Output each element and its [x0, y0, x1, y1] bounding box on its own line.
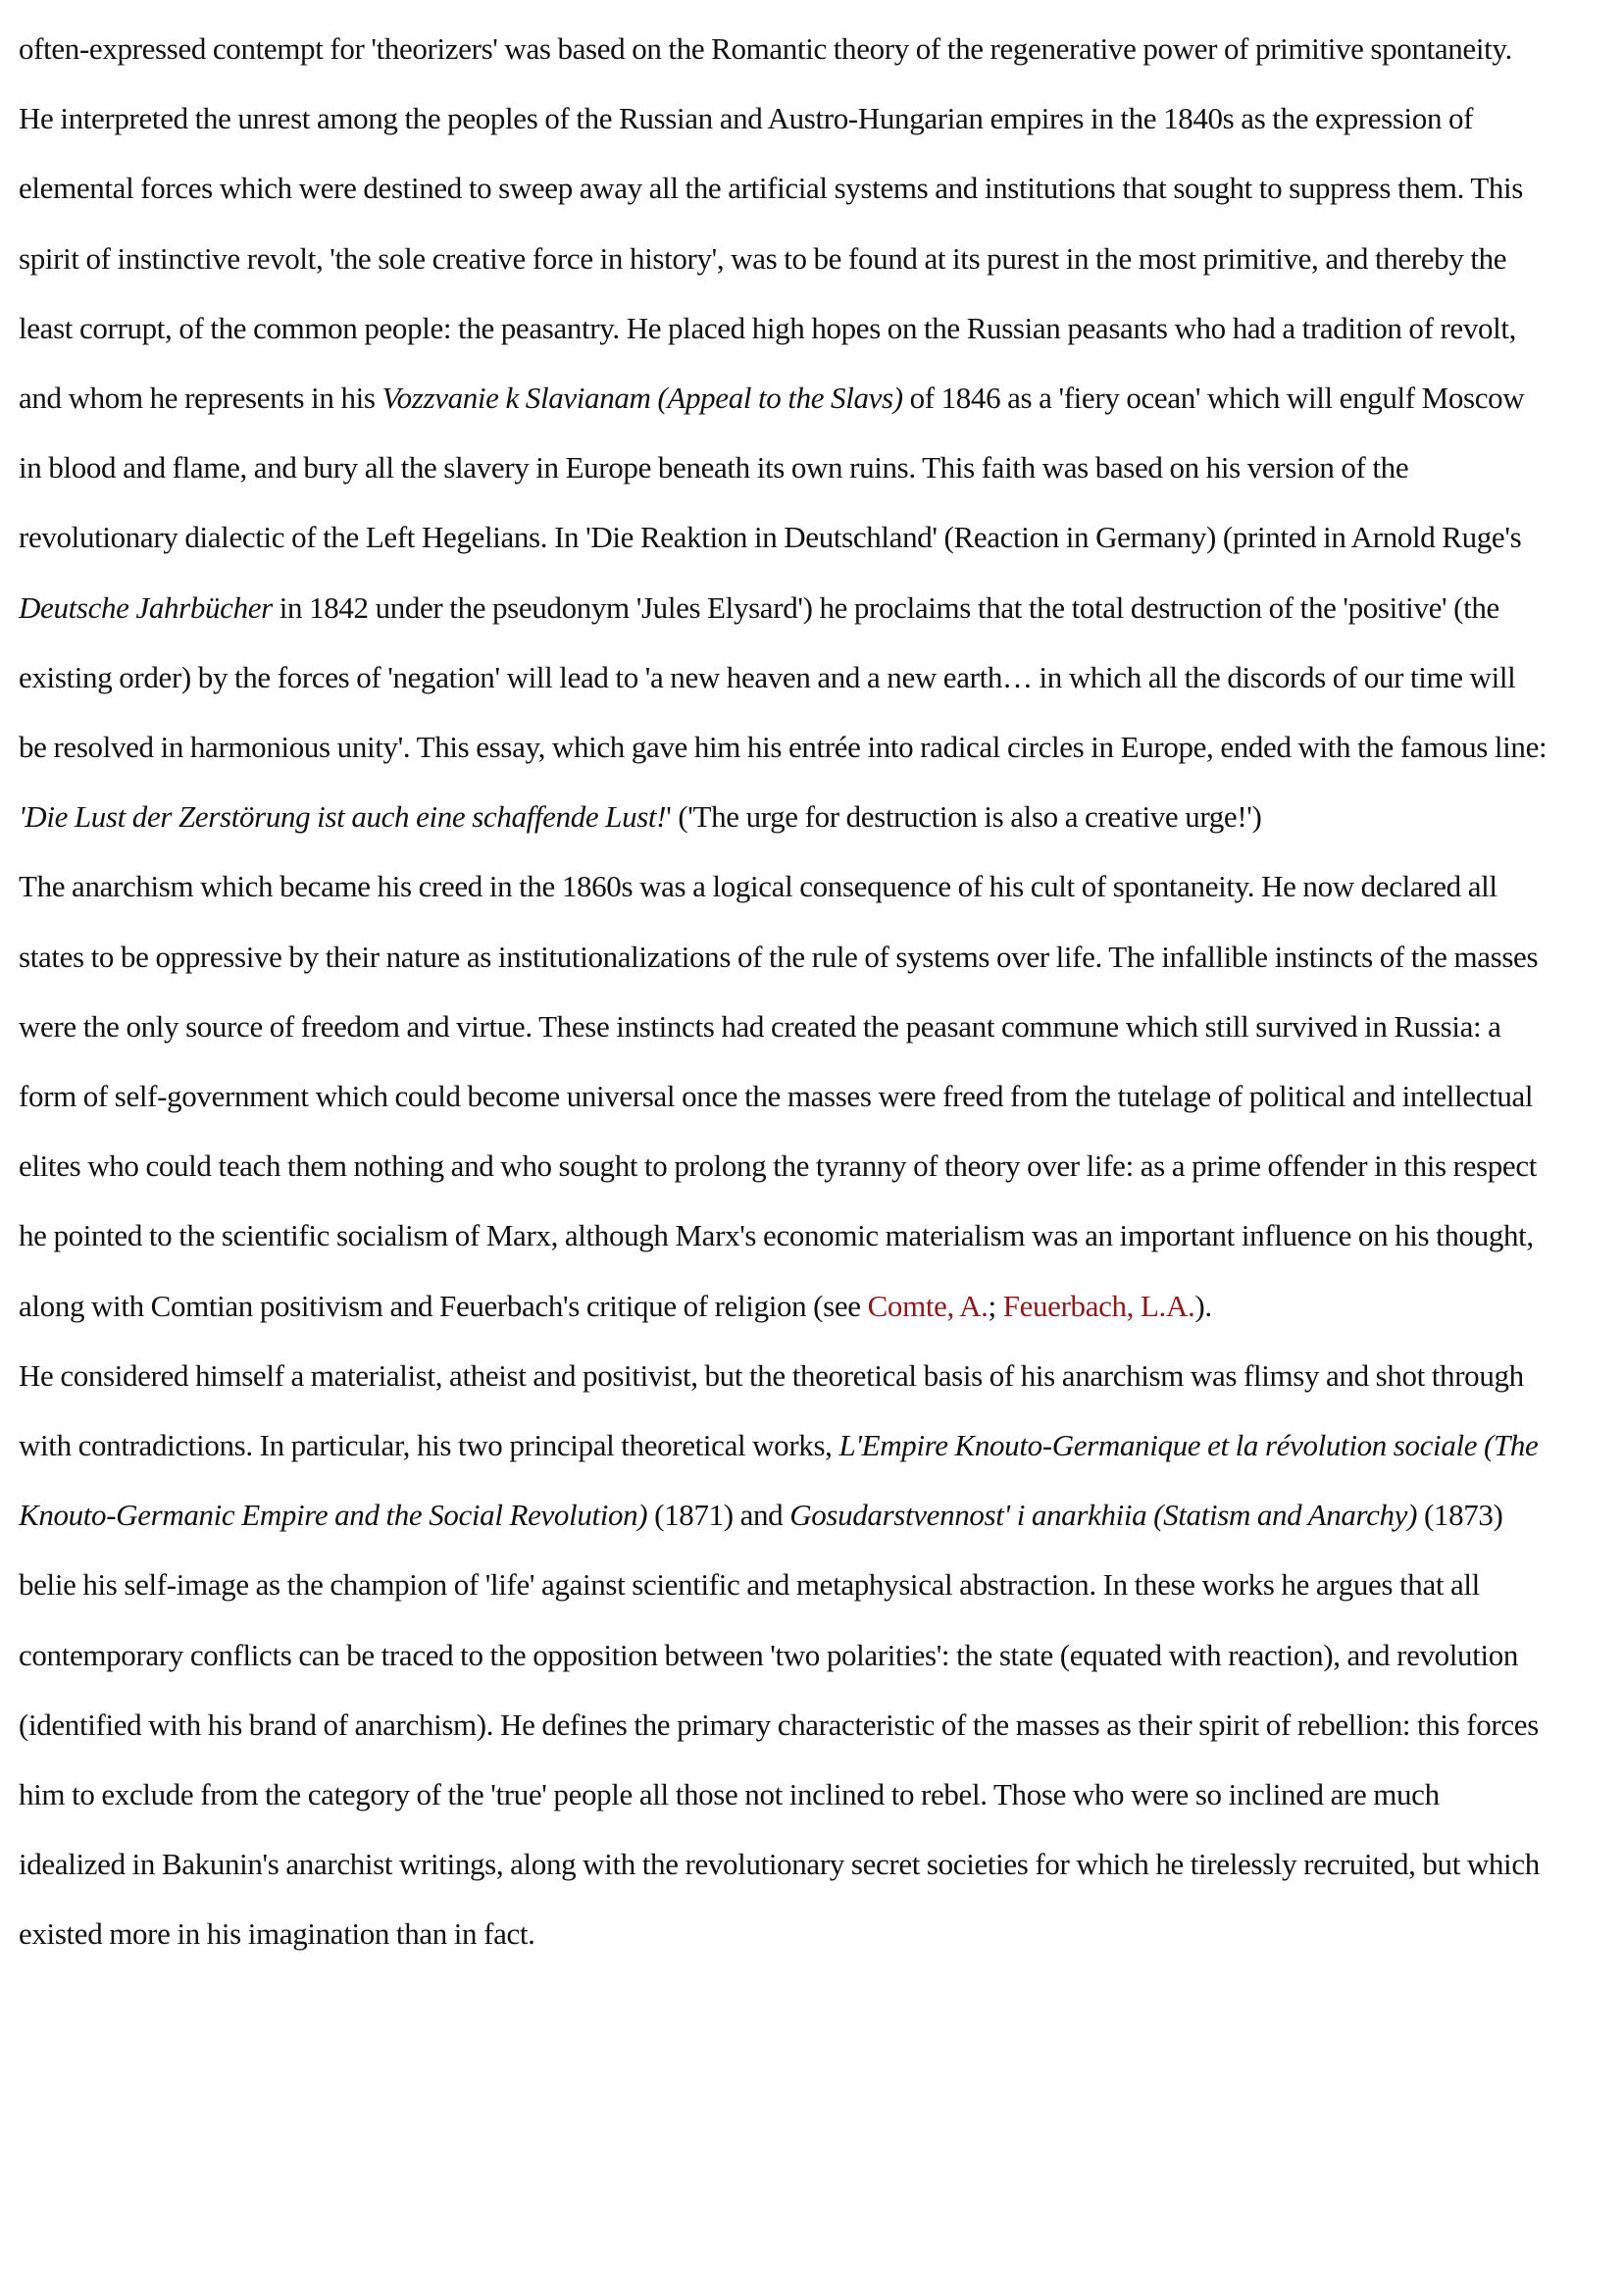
- cross-reference-link[interactable]: Comte, A.: [867, 1288, 989, 1323]
- text-run: of 1846 as a 'fiery ocean' which will engulf Moscow in blood and flame, and bury all the slavery in Europe beneath its own ruins. This faith was based on his version of the revolutionary dialectic of the Left Hegelians. In 'Die Reaktion in Deutschland' (Reaction in Germany) (printed in Arnold Ruge's: [19, 381, 1525, 555]
- text-run: ' ('The urge for destruction is also a creative urge!'): [666, 799, 1262, 835]
- text-run: ;: [988, 1288, 1003, 1323]
- text-run: The anarchism which became his creed in the 1860s was a logical consequence of his cult of spontaneity. He now declared all states to be oppressive by their nature as institutionalizations of the rule of systems over life. The infallible instincts of the masses were the only source of freedom and virtue. These instincts had created the peasant commune which still survived in Russia: a form of self-government which could become universal once the masses were freed from the tutelage of political and intellectual elites who could teach them nothing and who sought to prolong the tyranny of theory over life: as a prime offender in this respect he pointed to the scientific socialism of Marx, although Marx's economic materialism was an important influence on his thought, along with Comtian positivism and Feuerbach's critique of religion (see: [19, 869, 1539, 1323]
- paragraph-anarchism-creed: [19, 851, 1548, 1340]
- article-body: [19, 14, 1548, 1969]
- italic-title: L'Empire Knouto-Germanique et la révolution sociale (The Knouto-Germanic Empire and the Social Revolution): [19, 1428, 1539, 1533]
- italic-title: Deutsche Jahrbücher: [19, 589, 273, 625]
- italic-title: Vozzvanie k Slavianam (Appeal to the Slavs): [381, 381, 903, 416]
- italic-title: 'Die Lust der Zerstörung ist auch eine schaffende Lust!: [19, 799, 667, 835]
- text-run: ).: [1194, 1288, 1212, 1323]
- italic-title: Gosudarstvennost' i anarkhiia (Statism and Anarchy): [789, 1498, 1418, 1533]
- cross-reference-link[interactable]: Feuerbach, L.A.: [1002, 1288, 1195, 1323]
- paragraph-romantic-spontaneity: [19, 14, 1548, 851]
- text-run: in 1842 under the pseudonym 'Jules Elysard') he proclaims that the total destruction of the 'positive' (the existing order) by the forces of 'negation' will lead to 'a new heaven and a new earth… in which all the discords of our time will be resolved in harmonious unity'. This essay, which gave him his entrée into radical circles in Europe, ended with the famous line:: [19, 589, 1548, 765]
- text-run: often-expressed contempt for 'theorizers' was based on the Romantic theory of the regenerative power of primitive spontaneity. He interpreted the unrest among the peoples of the Russian and Austro-Hungarian empires in the 1840s as the expression of elemental forces which were destined to sweep away all the artificial systems and institutions that sought to suppress them. This spirit of instinctive revolt, 'the sole creative force in history', was to be found at its purest in the most primitive, and thereby the least corrupt, of the common people: the peasantry. He placed high hopes on the Russian peasants who had a tradition of revolt, and whom he represents in his: [19, 31, 1524, 416]
- paragraph-theoretical-basis: [19, 1341, 1548, 1969]
- text-run: He considered himself a materialist, atheist and positivist, but the theoretical basis of his anarchism was flimsy and shot through with contradictions. In particular, his two principal theoretical works,: [19, 1357, 1524, 1463]
- text-run: (1871) and: [647, 1498, 790, 1533]
- text-run: (1873) belie his self-image as the champion of 'life' against scientific and metaphysical abstraction. In these works he argues that all contemporary conflicts can be traced to the opposition between 'two polarities': the state (equated with reaction), and revolution (identified with his brand of anarchism). He defines the primary characteristic of the masses as their spirit of rebellion: this forces him to exclude from the category of the 'true' people all those not inclined to rebel. Those who were so inclined are much idealized in Bakunin's anarchist writings, along with the revolutionary secret societies for which he tirelessly recruited, but which existed more in his imagination than in fact.: [19, 1498, 1540, 1952]
